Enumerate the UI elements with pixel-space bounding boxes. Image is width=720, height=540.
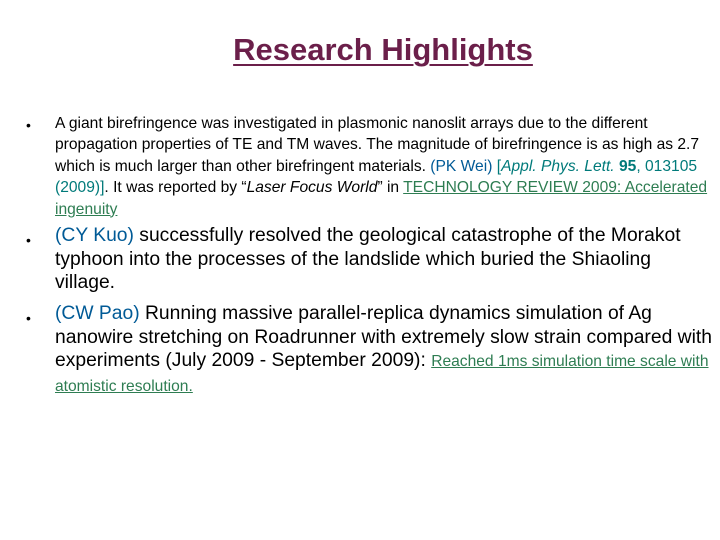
bullet-marker: • xyxy=(26,117,31,133)
highlight-item-birefringence: A giant birefringence was investigated in plasmonic nanoslit arrays due to the different propagation properties of TE and TM waves. The magnitude of birefringence is as high as 2.7 which is much larger than other birefringent materials. (PK Wei) [Appl. Phys. Lett. 95, 013105 (2009)]. It was reported by “Laser Focus World” in TECHNOLOGY REVIEW 2009: Accelerated ingenuity xyxy=(55,115,708,218)
page-title: Research Highlights xyxy=(233,32,533,67)
bullet-marker: • xyxy=(26,232,31,248)
author-name: (PK Wei) xyxy=(430,157,493,175)
journal-volume: 95 xyxy=(618,157,637,175)
item-text: A giant birefringence was investigated in plasmonic nanoslit arrays due to the different propagation properties of TE and TM waves. The magnitude of birefringence is as high as 2.7 which is much larger than other birefringent materials. xyxy=(55,115,700,175)
item-text: Running massive parallel-replica dynamics simulation of Ag nanowire stretching on Roadrunner with extremely slow strain compared with experiments (July 2009 - September 2009): xyxy=(55,303,712,371)
item-text: successfully resolved the geological catastrophe of the Morakot typhoon into the processes of the landslide which buried the Shiaoling village. xyxy=(55,225,681,293)
highlight-item-morakot xyxy=(55,224,715,295)
simulation-link[interactable]: Reached 1ms simulation time scale with atomistic resolution. xyxy=(55,353,709,395)
quoted-source: Laser Focus World xyxy=(246,179,378,197)
item-text: It was reported by “ xyxy=(108,179,247,197)
journal-name: Appl. Phys. Lett. xyxy=(501,157,615,175)
author-name: (CW Pao) xyxy=(55,303,140,324)
highlight-item-roadrunner xyxy=(55,302,715,398)
citation: [Appl. Phys. Lett. 95, 013105 (2009)] xyxy=(55,157,698,197)
author-name: (CY Kuo) xyxy=(55,225,134,246)
technology-review-link[interactable]: TECHNOLOGY REVIEW 2009: Accelerated ingenuity xyxy=(55,179,708,218)
bullet-marker: • xyxy=(26,310,31,326)
